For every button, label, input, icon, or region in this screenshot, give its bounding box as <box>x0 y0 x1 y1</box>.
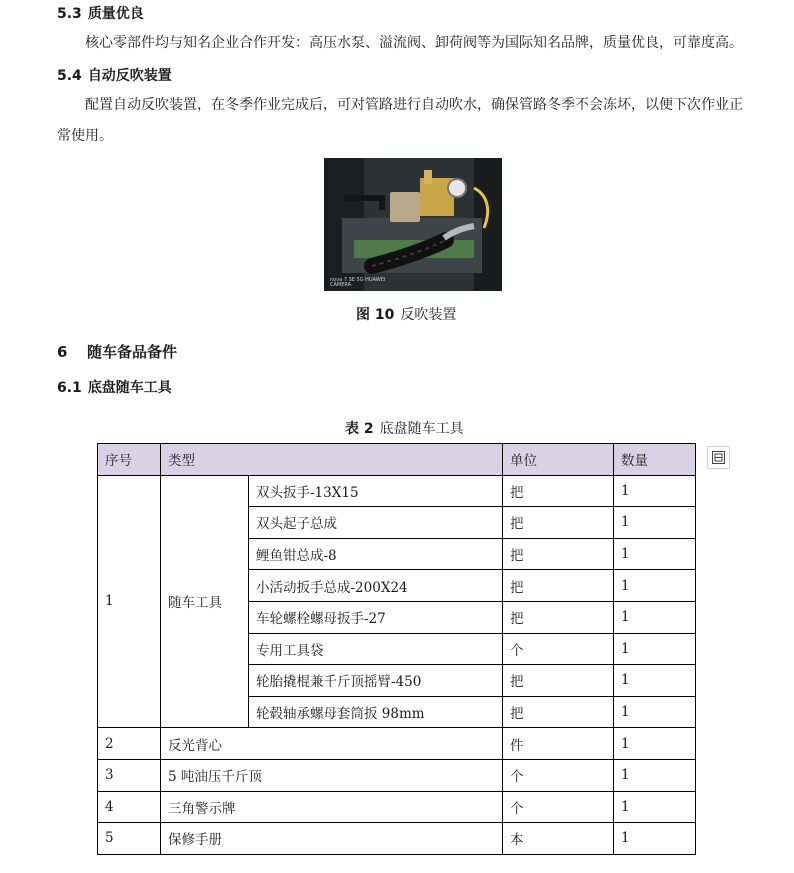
row-qty-cell: 1 <box>614 823 696 855</box>
figure-photo <box>324 158 502 291</box>
item-name-cell: 双头扳手-13X15 <box>249 475 503 507</box>
row-qty-cell: 1 <box>614 759 696 791</box>
item-name-cell: 小活动扳手总成-200X24 <box>249 570 503 602</box>
item-name-cell: 双头起子总成 <box>249 507 503 539</box>
item-name-cell: 专用工具袋 <box>249 633 503 665</box>
item-unit-cell: 把 <box>503 507 614 539</box>
item-name-cell: 轮胎撬棍兼千斤顶摇臂-450 <box>249 665 503 697</box>
item-qty-cell: 1 <box>614 570 696 602</box>
figure-caption: 图 10 反吹装置 <box>356 307 457 323</box>
row-unit-cell: 个 <box>503 791 614 823</box>
item-unit-cell: 把 <box>503 538 614 570</box>
table-row <box>98 728 696 760</box>
item-unit-cell: 把 <box>503 570 614 602</box>
table-row <box>98 791 696 823</box>
item-name-cell: 车轮螺栓螺母扳手-27 <box>249 601 503 633</box>
header-unit: 单位 <box>503 444 614 476</box>
item-qty-cell: 1 <box>614 601 696 633</box>
header-qty: 数量 <box>614 444 696 476</box>
section-5-4-body-line-2: 常使用。 <box>57 128 113 144</box>
item-unit-cell: 把 <box>503 601 614 633</box>
section-heading-6: 6 随车备品备件 <box>57 343 178 361</box>
section-heading-5-3: 5.3 质量优良 <box>57 6 144 22</box>
section-heading-6-1: 6.1 底盘随车工具 <box>57 380 172 396</box>
row-type-cell: 三角警示牌 <box>161 791 503 823</box>
group-seq-cell: 1 <box>98 475 161 728</box>
row-seq-cell: 5 <box>98 823 161 855</box>
item-qty-cell: 1 <box>614 696 696 728</box>
table-expand-button[interactable] <box>707 446 730 469</box>
row-seq-cell: 4 <box>98 791 161 823</box>
item-unit-cell: 把 <box>503 475 614 507</box>
item-unit-cell: 把 <box>503 696 614 728</box>
section-heading-5-4: 5.4 自动反吹装置 <box>57 68 172 84</box>
section-5-4-body-line-1: 配置自动反吹装置，在冬季作业完成后，可对管路进行自动吹水，确保管路冬季不会冻坏，以便下次作业正 <box>85 97 743 113</box>
row-unit-cell: 本 <box>503 823 614 855</box>
row-type-cell: 5 吨油压千斤顶 <box>161 759 503 791</box>
table-header-row <box>98 444 696 476</box>
chassis-tools-table <box>97 443 696 855</box>
section-5-3-body: 核心零部件均与知名企业合作开发：高压水泵、溢流阀、卸荷阀等为国际知名品牌，质量优良，可靠度高。 <box>85 35 743 51</box>
blowback-device-illustration <box>324 158 502 291</box>
group-type-cell: 随车工具 <box>161 475 249 728</box>
item-qty-cell: 1 <box>614 538 696 570</box>
item-unit-cell: 个 <box>503 633 614 665</box>
photo-watermark: nova 7 SE 5G HUAWEI CAMERA <box>330 277 386 288</box>
row-type-cell: 保修手册 <box>161 823 503 855</box>
header-seq: 序号 <box>98 444 161 476</box>
item-name-cell: 鲤鱼钳总成-8 <box>249 538 503 570</box>
header-type: 类型 <box>161 444 503 476</box>
row-seq-cell: 3 <box>98 759 161 791</box>
item-qty-cell: 1 <box>614 633 696 665</box>
table-row <box>98 475 696 507</box>
table-expand-icon <box>712 451 725 464</box>
row-type-cell: 反光背心 <box>161 728 503 760</box>
item-unit-cell: 把 <box>503 665 614 697</box>
table-row <box>98 759 696 791</box>
table-caption: 表 2 底盘随车工具 <box>345 421 464 437</box>
row-qty-cell: 1 <box>614 728 696 760</box>
item-qty-cell: 1 <box>614 507 696 539</box>
item-name-cell: 轮毂轴承螺母套筒扳 98mm <box>249 696 503 728</box>
row-unit-cell: 个 <box>503 759 614 791</box>
item-qty-cell: 1 <box>614 475 696 507</box>
item-qty-cell: 1 <box>614 665 696 697</box>
row-qty-cell: 1 <box>614 791 696 823</box>
row-unit-cell: 件 <box>503 728 614 760</box>
row-seq-cell: 2 <box>98 728 161 760</box>
table-row <box>98 823 696 855</box>
